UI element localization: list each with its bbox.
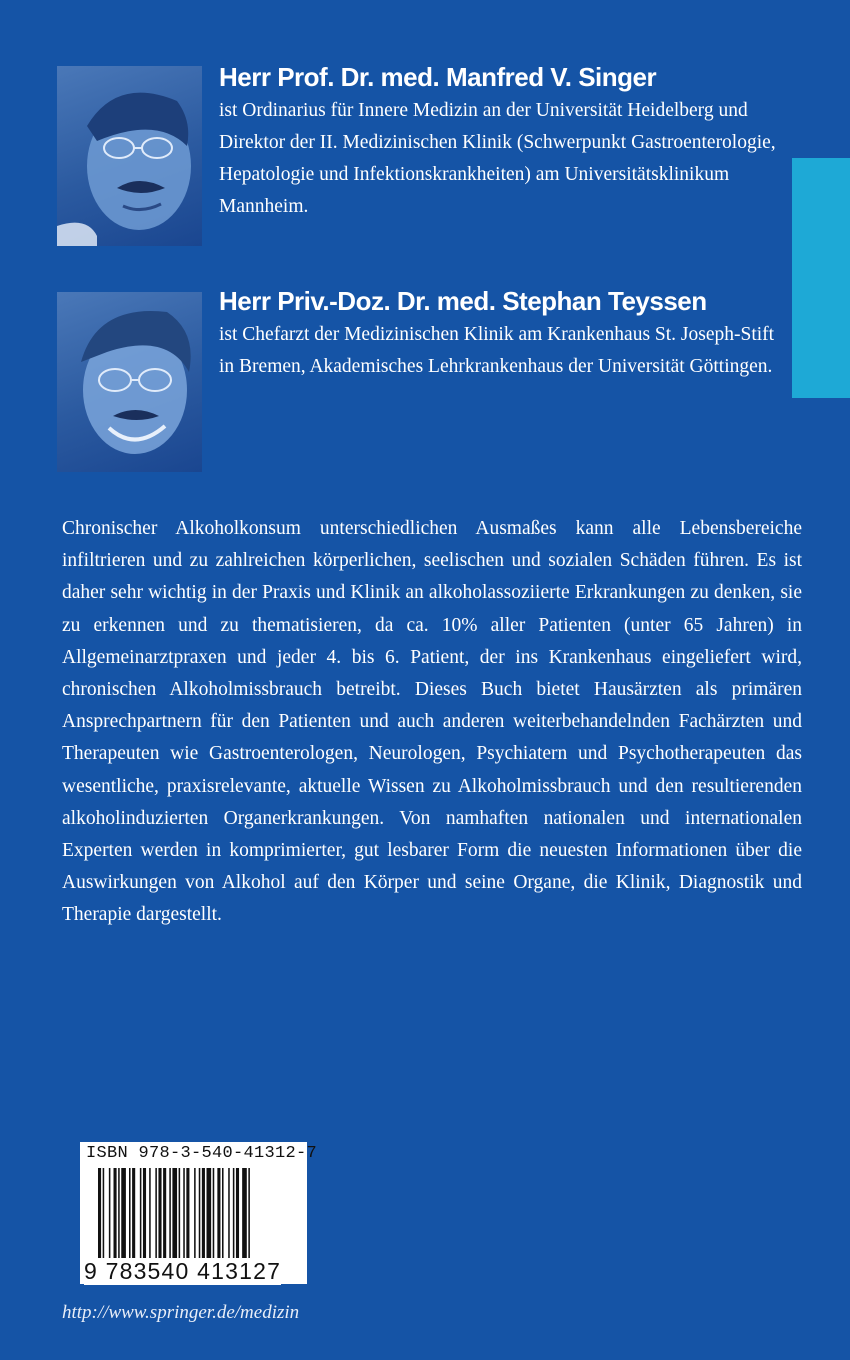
barcode-bar [194, 1168, 196, 1266]
barcode-bar [163, 1168, 166, 1266]
barcode-bar [248, 1168, 250, 1266]
color-tab-accent [792, 158, 850, 398]
barcode-bar [129, 1168, 131, 1266]
barcode-bar [132, 1168, 135, 1266]
barcode-bar [222, 1168, 224, 1266]
author-block-teyssen [219, 285, 779, 383]
publisher-url[interactable]: http://www.springer.de/medizin [62, 1302, 300, 1323]
barcode-bar [242, 1168, 247, 1266]
ean-number: 9 783540 413127 [84, 1258, 282, 1284]
barcode-bar [143, 1168, 146, 1266]
barcode-bar [183, 1168, 185, 1266]
isbn-barcode [80, 1142, 318, 1284]
barcode-bar [169, 1168, 171, 1266]
barcode-bar [236, 1168, 239, 1266]
barcode-bar [114, 1168, 117, 1266]
barcode-bar [233, 1168, 235, 1266]
author-name: Herr Priv.-Doz. Dr. med. Stephan Teyssen [219, 286, 707, 316]
barcode-bar [98, 1168, 101, 1266]
author-name: Herr Prof. Dr. med. Manfred V. Singer [219, 62, 657, 92]
barcode-bar [202, 1168, 205, 1266]
author-photo-teyssen [57, 292, 202, 472]
barcode-bar [140, 1168, 142, 1266]
barcode-bar [199, 1168, 201, 1266]
barcode-bar [158, 1168, 161, 1266]
author-bio: ist Chefarzt der Medizinischen Klinik am Krankenhaus St. Joseph-Stift in Bremen, Akademisches Lehrkrankenhaus der Universität Göttingen. [219, 324, 775, 377]
book-description: Chronischer Alkoholkonsum unterschiedlichen Ausmaßes kann alle Lebensbereiche infiltrieren und zu zahlreichen körperlichen, seelischen und sozialen Schäden führen. Es ist daher sehr wichtig in der Praxis und Klinik an alkoholassoziierte Erkrankungen zu denken, sie zu erkennen und zu thematisieren, da ca. 10% aller Patienten (unter 65 Jahren) in Allgemeinarztpraxen und jeder 4. bis 6. Patient, der ins Krankenhaus eingeliefert wird, chronischen Alkoholmissbrauch betreibt. Dieses Buch bietet Hausärzten als primären Ansprechpartnern für den Patienten und auch anderen weiterbehandelnden Fachärzten und Therapeuten wie Gastroenterologen, Neurologen, Psychiatern und Psychotherapeuten das wesentliche, praxisrelevante, aktuelle Wissen zu Alkoholmissbrauch und den resultierenden alkoholinduzierten Organerkrankungen. Von namhaften nationalen und internationalen Experten werden in komprimierter, gut lesbarer Form die neuesten Informationen über die Auswirkungen von Alkohol auf den Körper und seine Organe, die Klinik, Diagnostik und Therapie dargestellt. [62, 518, 802, 926]
barcode-bar [155, 1168, 157, 1266]
barcode-bar [103, 1168, 105, 1266]
barcode-bar [207, 1168, 212, 1266]
author-block-singer [219, 61, 779, 223]
author-bio: ist Ordinarius für Innere Medizin an der Universität Heidelberg und Direktor der II. Medizinischen Klinik (Schwerpunkt Gastroenterologie, Hepatologie und Infektionskrankheiten) am Universitätsklinikum Mannheim. [219, 100, 776, 217]
barcode-bar [217, 1168, 220, 1266]
barcode-bar [118, 1168, 120, 1266]
barcode-bar [186, 1168, 189, 1266]
barcode-bar [179, 1168, 181, 1266]
barcode-bar [213, 1168, 215, 1266]
barcode-bars [98, 1168, 294, 1266]
barcode-bar [228, 1168, 230, 1266]
barcode-bar [121, 1168, 126, 1266]
barcode-bar [109, 1168, 111, 1266]
isbn-label: ISBN 978-3-540-41312-7 [86, 1144, 318, 1163]
author-photo-singer [57, 66, 202, 246]
barcode-bar [149, 1168, 151, 1266]
barcode-bar [172, 1168, 177, 1266]
